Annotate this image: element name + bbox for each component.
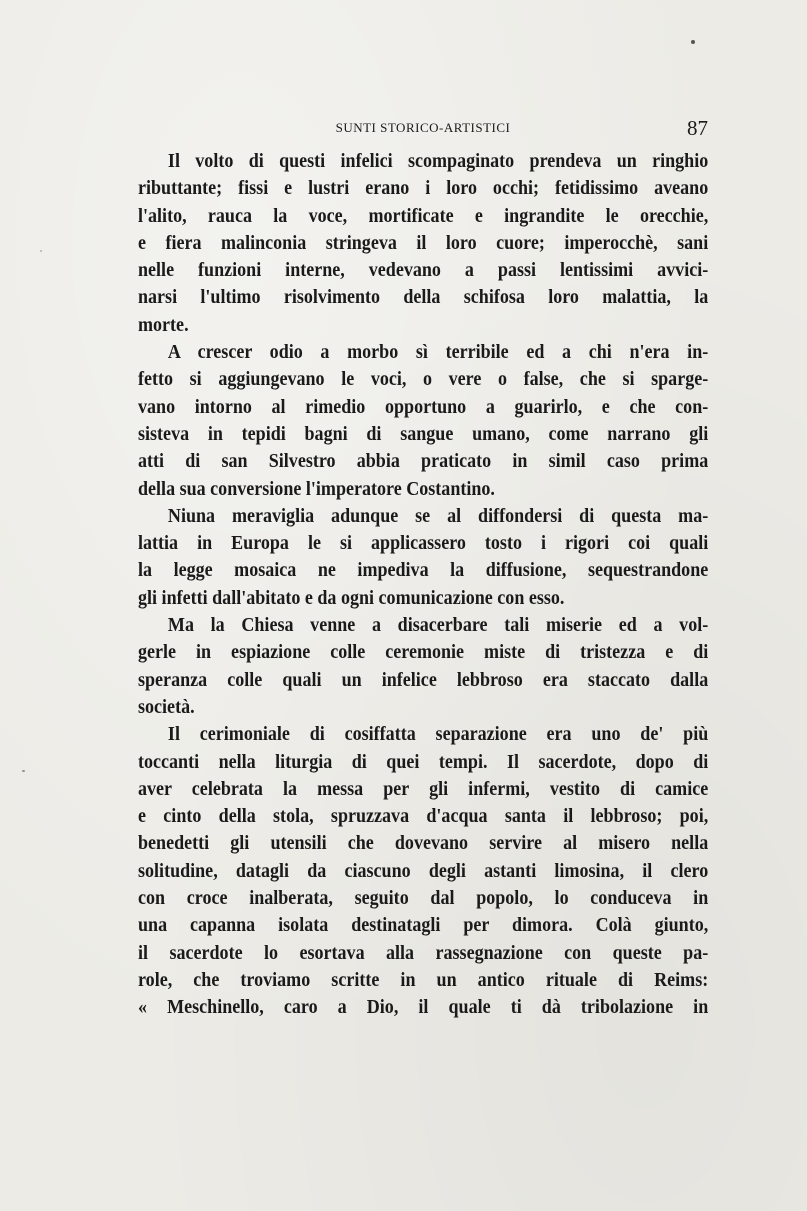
text-line: atti di san Silvestro abbia praticato in simil caso prima — [138, 450, 709, 473]
text-line: ributtante; fissi e lustri erano i loro occhi; fetidissimo aveano — [138, 177, 709, 200]
text-line: e fiera malinconia stringeva il loro cuore; imperocchè, sani — [138, 231, 709, 254]
page-number: 87 — [687, 116, 708, 140]
text-line: la legge mosaica ne impediva la diffusione, sequestrandone — [138, 559, 709, 582]
text-line: benedetti gli utensili che dovevano servire al misero nella — [138, 832, 709, 855]
text-line: l'alito, rauca la voce, mortificate e ingrandite le orecchie, — [138, 204, 709, 227]
running-title: SUNTI STORICO-ARTISTICI — [335, 120, 511, 135]
text-line: Il volto di questi infelici scompaginato prendeva un ringhio — [167, 150, 709, 172]
text-line: gerle in espiazione colle ceremonie miste di tristezza e di — [138, 641, 709, 664]
text-line: sisteva in tepidi bagni di sangue umano, come narrano gli — [138, 422, 709, 445]
text-line: aver celebrata la messa per gli infermi, vestito di camice — [138, 777, 709, 800]
text-line: « Meschinello, caro a Dio, il quale ti dà tribolazione in — [138, 996, 709, 1019]
text-line: il sacerdote lo esortava alla rassegnazione con queste pa- — [138, 941, 709, 964]
text-line: gli infetti dall'abitato e da ogni comunicazione con esso. — [138, 586, 565, 609]
ink-speck — [691, 40, 695, 44]
text-line: nelle funzioni interne, vedevano a passi lentissimi avvici- — [138, 259, 709, 282]
text-line: narsi l'ultimo risolvimento della schifosa loro malattia, la — [138, 286, 709, 309]
ink-speck — [22, 770, 25, 772]
text-line: società. — [138, 695, 195, 718]
text-line: Il cerimoniale di cosiffatta separazione era uno de' più — [167, 723, 709, 746]
text-line: toccanti nella liturgia di quei tempi. Il sacerdote, dopo di — [138, 750, 709, 773]
text-line: e cinto della stola, spruzzava d'acqua santa il lebbroso; poi, — [138, 805, 709, 828]
text-line: morte. — [138, 313, 189, 336]
text-line: con croce inalberata, seguito dal popolo, lo conduceva in — [138, 887, 709, 910]
running-head — [138, 116, 708, 140]
text-line: fetto si aggiungevano le voci, o vere o false, che si sparge- — [138, 368, 709, 391]
text-line: A crescer odio a morbo sì terribile ed a chi n'era in- — [167, 341, 709, 364]
text-line: speranza colle quali un infelice lebbroso era staccato dalla — [138, 668, 709, 691]
text-line: Niuna meraviglia adunque se al diffondersi di questa ma- — [167, 504, 709, 527]
text-line: Ma la Chiesa venne a disacerbare tali miserie ed a vol- — [167, 614, 709, 637]
text-line: role, che troviamo scritte in un antico rituale di Reims: — [138, 968, 709, 991]
body-text — [138, 148, 708, 1022]
text-line: della sua conversione l'imperatore Costantino. — [138, 477, 495, 500]
ink-speck — [40, 250, 42, 252]
text-line: solitudine, datagli da ciascuno degli astanti limosina, il clero — [138, 859, 709, 882]
text-line: vano intorno al rimedio opportuno a guarirlo, e che con- — [138, 395, 709, 418]
text-line: lattia in Europa le si applicassero tosto i rigori coi quali — [138, 532, 709, 555]
text-line: una capanna isolata destinatagli per dimora. Colà giunto, — [138, 914, 709, 937]
